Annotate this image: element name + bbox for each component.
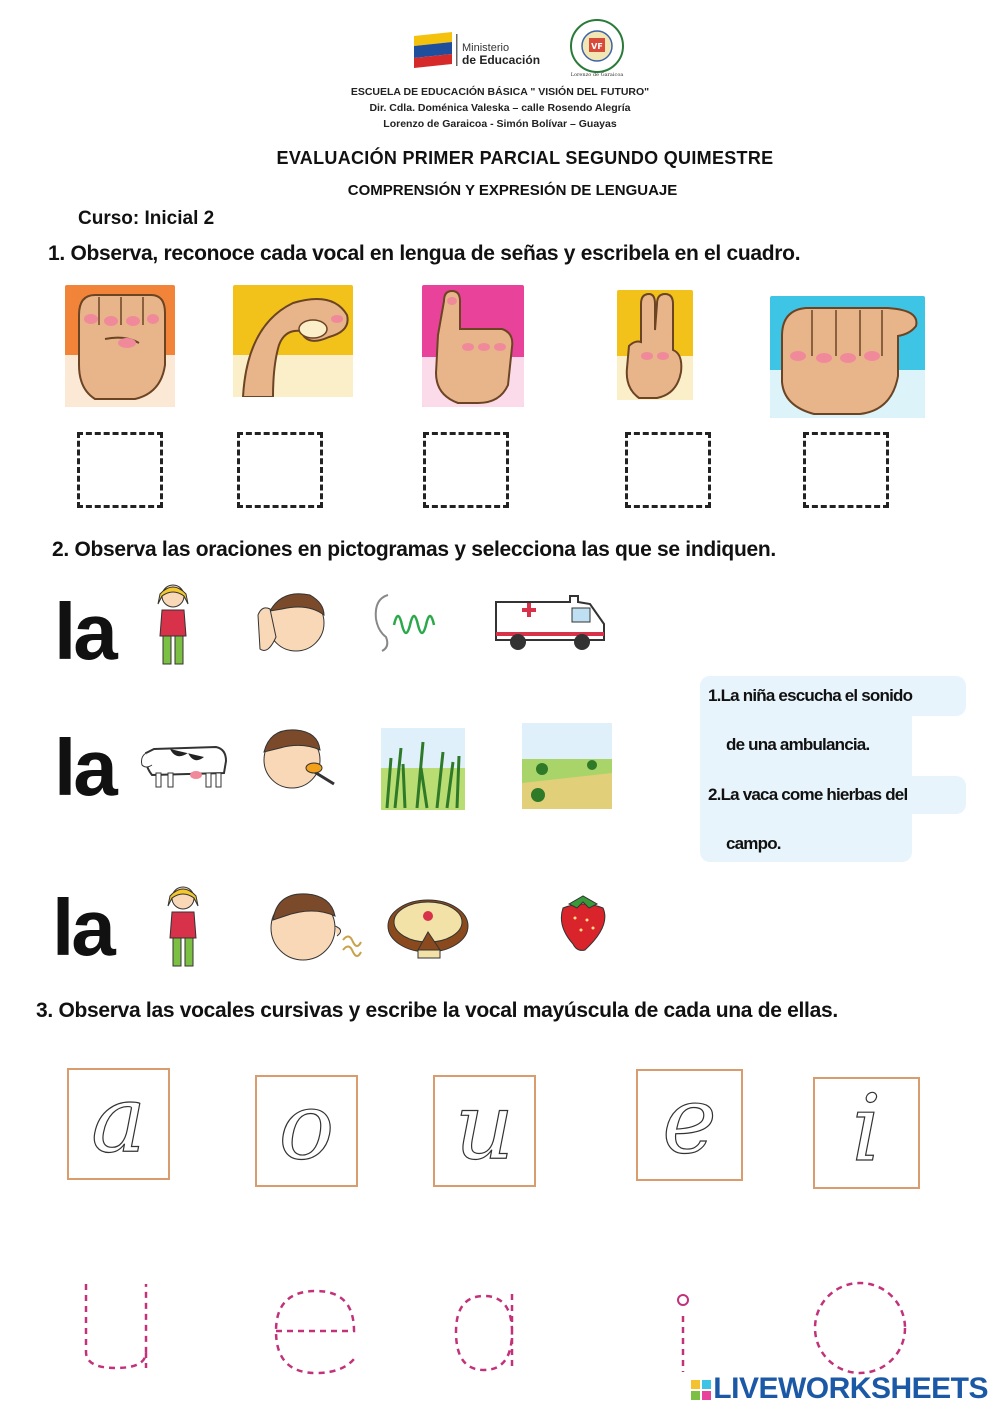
school-address-2: Lorenzo de Garaicoa - Simón Bolívar – Guayas [383, 118, 617, 130]
sign-o-hand-icon [233, 285, 353, 397]
liveworksheets-logo-icon [691, 1380, 711, 1400]
sentence-2-line-2[interactable]: campo. [726, 834, 781, 853]
liveworksheets-brand: LIVEWORKSHEETS [713, 1372, 988, 1405]
strawberry-pictogram-icon[interactable] [555, 892, 611, 954]
field-pictogram-icon[interactable] [522, 723, 612, 809]
girl-pictogram-icon[interactable] [150, 582, 196, 668]
traced-letter-a[interactable] [450, 1290, 522, 1374]
row-3-word: la [52, 883, 113, 972]
sign-a-hand-icon [65, 285, 175, 407]
answer-box-3[interactable] [423, 432, 509, 508]
liveworksheets-watermark [691, 1372, 988, 1406]
row-1-word: la [54, 587, 115, 676]
eat-pictogram-icon[interactable] [256, 722, 336, 796]
sentence-2-line-1[interactable]: 2.La vaca come hierbas del [708, 785, 908, 804]
question-3-text: 3. Observa las vocales cursivas y escribe la vocal mayúscula de cada una de ellas. [36, 999, 838, 1022]
cursive-letter-u: u [454, 1073, 515, 1180]
sentence-1-line-2[interactable]: de una ambulancia. [726, 735, 870, 754]
sign-u-hand-icon [617, 290, 693, 400]
svg-text:Lorenzo de Garaicoa: Lorenzo de Garaicoa [570, 72, 624, 78]
cursive-letter-box-3 [433, 1075, 536, 1187]
page-subtitle: COMPRENSIÓN Y EXPRESIÓN DE LENGUAJE [347, 182, 678, 199]
sign-i-hand-icon [422, 285, 524, 407]
page-title: EVALUACIÓN PRIMER PARCIAL SEGUNDO QUIMESTRE [276, 148, 774, 168]
sentence-1-line-1[interactable]: 1.La niña escucha el sonido [708, 686, 913, 705]
girl-pictogram-icon[interactable] [160, 882, 206, 972]
cow-pictogram-icon[interactable] [140, 735, 232, 789]
grass-pictogram-icon[interactable] [381, 728, 465, 810]
traced-letter-o[interactable] [810, 1278, 910, 1378]
answer-box-1[interactable] [77, 432, 163, 508]
school-address-1: Dir. Cdla. Doménica Valeska – calle Rosendo Alegría [369, 102, 631, 114]
answer-box-4[interactable] [625, 432, 711, 508]
school-seal-icon [562, 16, 632, 78]
smell-pictogram-icon[interactable] [265, 884, 363, 970]
cursive-letter-box-1 [67, 1068, 170, 1180]
cake-pictogram-icon[interactable] [384, 892, 472, 972]
traced-letter-u[interactable] [80, 1280, 152, 1372]
traced-letter-e[interactable] [270, 1285, 360, 1377]
cursive-letter-box-2 [255, 1075, 358, 1187]
answer-box-2[interactable] [237, 432, 323, 508]
school-name: ESCUELA DE EDUCACIÓN BÁSICA " VISIÓN DEL FUTURO" [350, 86, 650, 98]
sign-e-hand-icon [770, 296, 925, 418]
svg-text:VF: VF [591, 42, 603, 51]
course-label: Curso: Inicial 2 [78, 208, 215, 229]
ambulance-pictogram-icon[interactable] [492, 592, 608, 652]
listen-pictogram-icon[interactable] [252, 585, 328, 661]
cursive-letter-box-5 [813, 1077, 920, 1189]
ministerio-logo-text: Ministerio de Educación [462, 42, 541, 67]
answer-box-5[interactable] [803, 432, 889, 508]
cursive-letter-o: o [278, 1073, 335, 1180]
cursive-letter-a: a [91, 1066, 146, 1173]
sound-pictogram-icon[interactable] [368, 585, 440, 657]
cursive-letter-i: i [851, 1075, 882, 1182]
row-2-word: la [54, 723, 115, 812]
question-2-text: 2. Observa las oraciones en pictogramas y selecciona las que se indiquen. [52, 538, 776, 561]
traced-letter-i[interactable] [668, 1292, 698, 1376]
question-1-text: 1. Observa, reconoce cada vocal en lengua de señas y escribela en el cuadro. [48, 242, 801, 265]
cursive-letter-box-4 [636, 1069, 743, 1181]
cursive-letter-e: e [662, 1067, 717, 1174]
